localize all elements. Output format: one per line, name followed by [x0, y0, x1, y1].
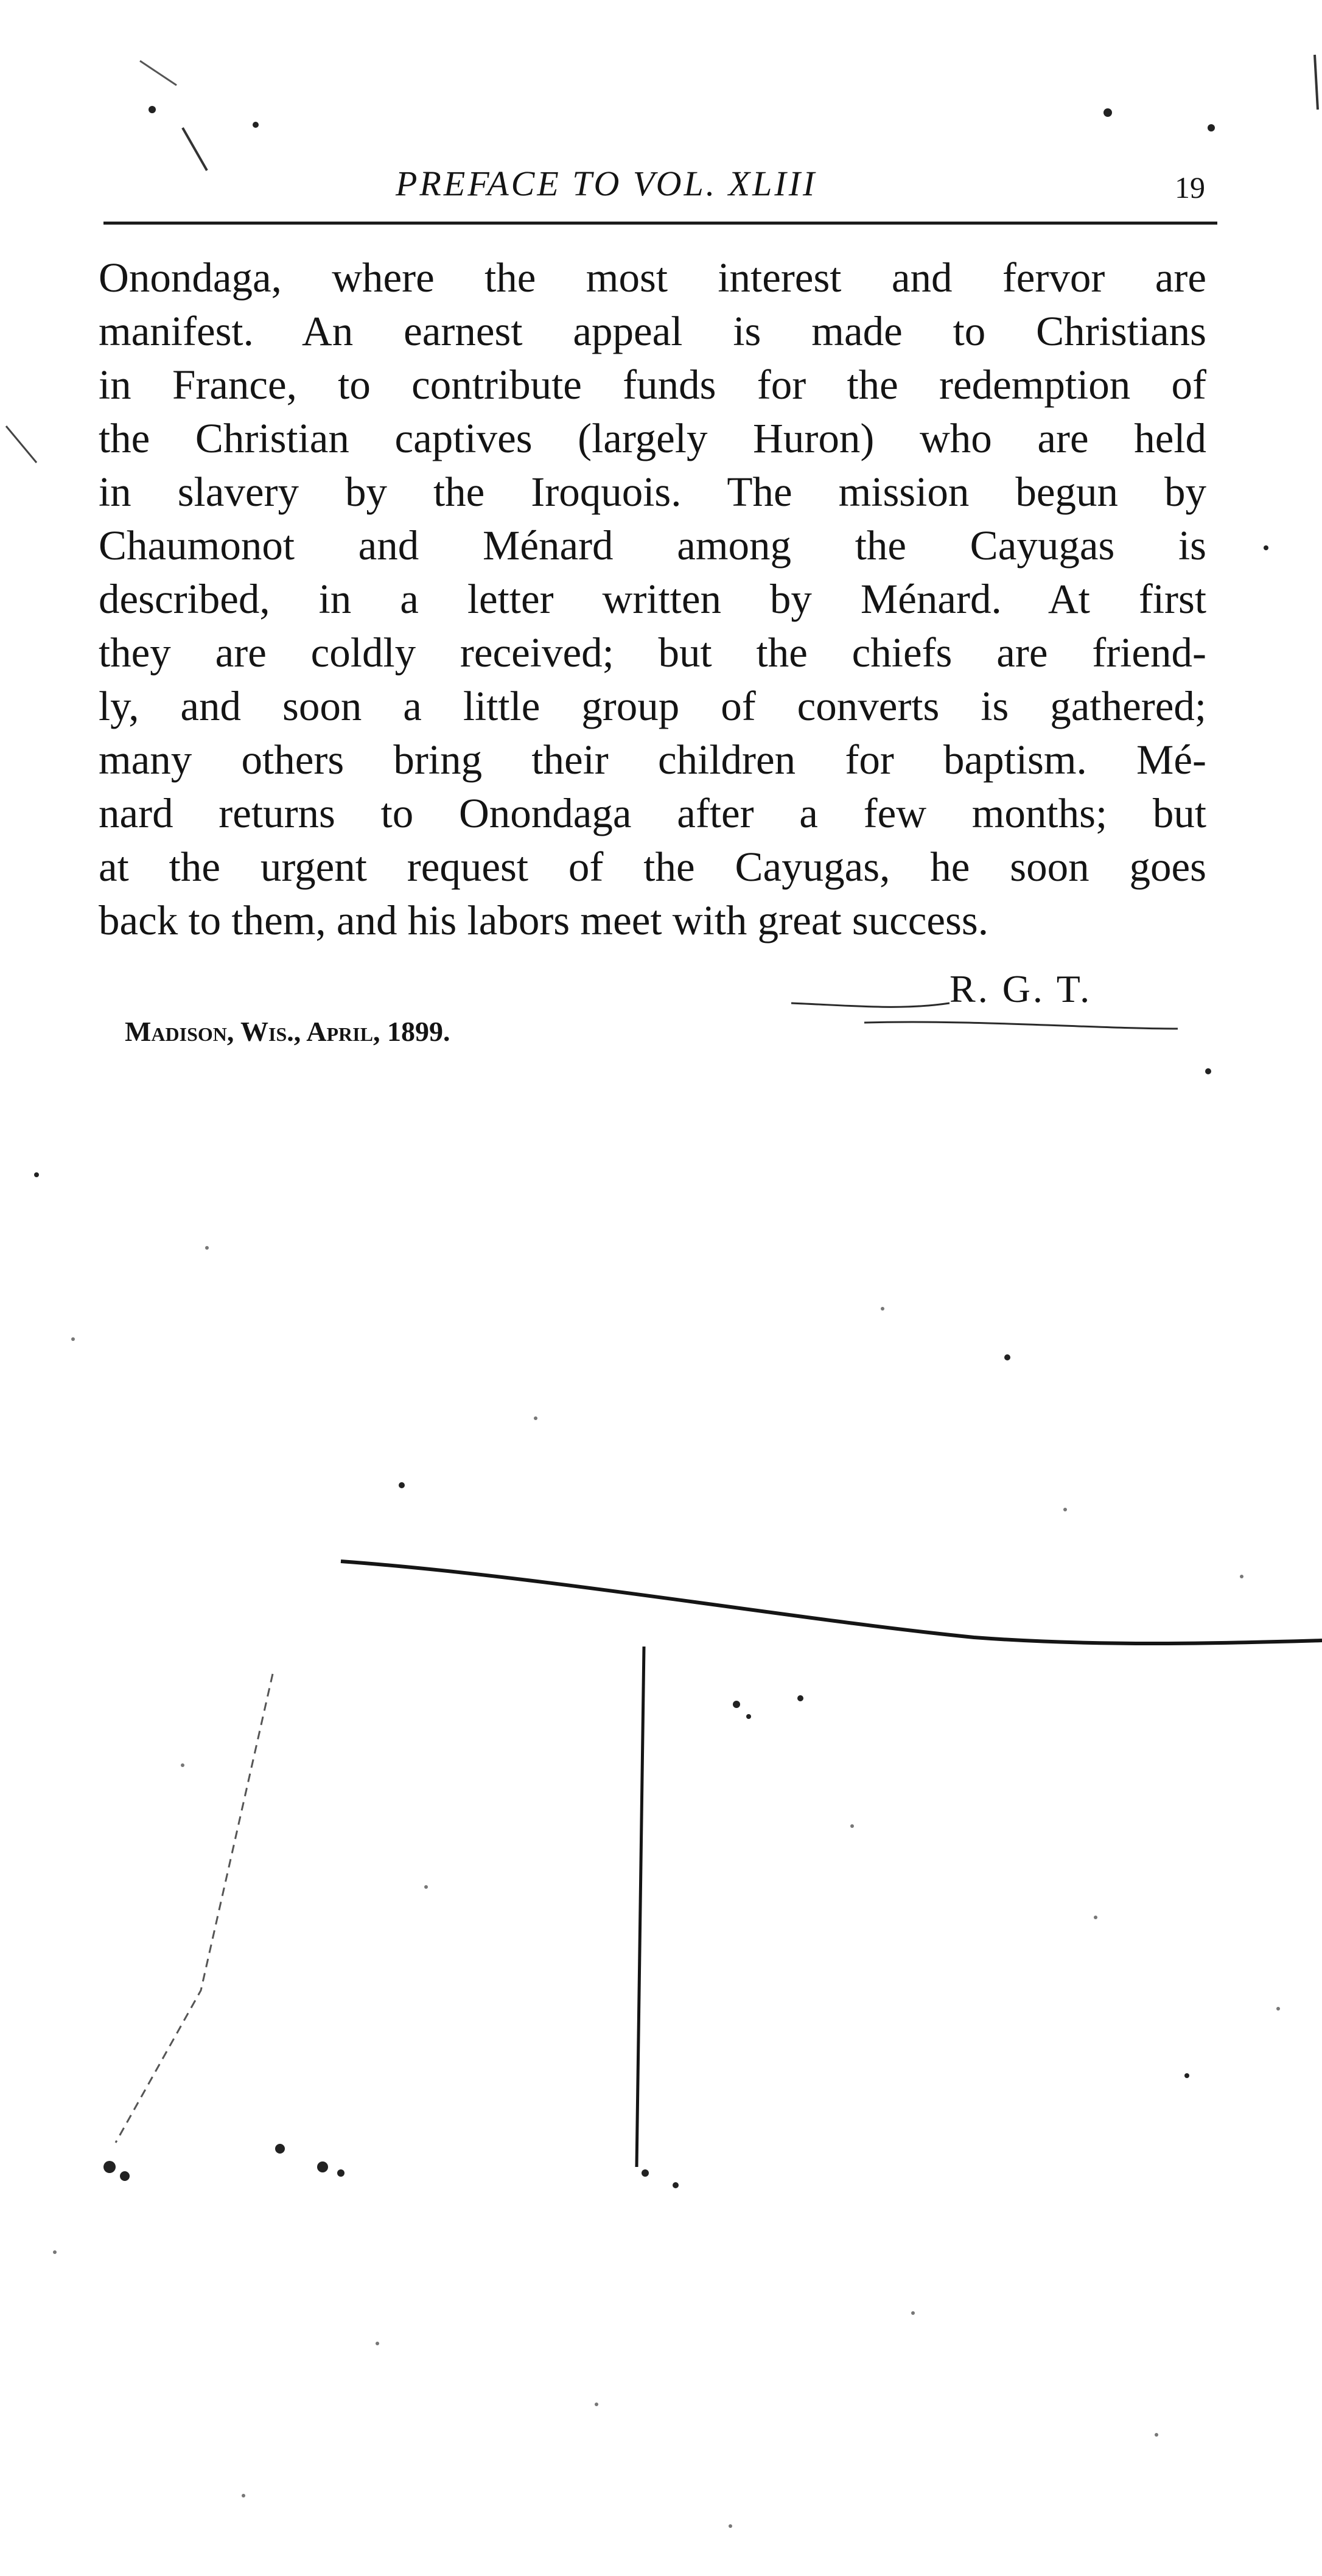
preface-paragraph: [99, 251, 1206, 947]
corner-scratch: [1315, 55, 1318, 110]
stray-curve-mark: [341, 1561, 1322, 1643]
text-line: Onondaga, where the most interest and fervor are: [99, 254, 1206, 301]
header-rule: [103, 222, 1217, 225]
corner-scratch: [6, 426, 37, 463]
text-line: in slavery by the Iroquois. The mission begun by: [99, 469, 1206, 515]
corner-scratch: [140, 61, 177, 85]
signature-flourish: [791, 1003, 950, 1007]
running-head: [103, 159, 1217, 208]
text-line: described, in a letter written by Ménard. At first: [99, 576, 1206, 622]
text-line: nard returns to Onondaga after a few months; but: [99, 790, 1206, 836]
page-number: 19: [1175, 170, 1205, 205]
text-line: the Christian captives (largely Huron) who are held: [99, 415, 1206, 461]
running-head-title: PREFACE TO VOL. XLIII: [396, 164, 817, 203]
text-line: at the urgent request of the Cayugas, he soon goes: [99, 844, 1206, 890]
signature-initials: R. G. T.: [950, 967, 1093, 1010]
text-line: in France, to contribute funds for the redemption of: [99, 362, 1206, 408]
text-line: ly, and soon a little group of converts is gathered;: [99, 683, 1206, 729]
stray-diagonal-mark: [116, 1674, 273, 2143]
text-line: manifest. An earnest appeal is made to Christians: [99, 308, 1206, 354]
faint-specks: [53, 1246, 1280, 2528]
dateline: Madison, Wis., April, 1899.: [125, 1016, 450, 1047]
text-line: back to them, and his labors meet with great success.: [99, 897, 989, 943]
text-line: they are coldly received; but the chiefs are friend-: [99, 629, 1206, 676]
text-line: Chaumonot and Ménard among the Cayugas is: [99, 522, 1206, 569]
stray-vertical-mark: [637, 1647, 644, 2167]
signature-underline: [864, 1022, 1178, 1029]
text-line: many others bring their children for baptism. Mé-: [99, 737, 1206, 783]
